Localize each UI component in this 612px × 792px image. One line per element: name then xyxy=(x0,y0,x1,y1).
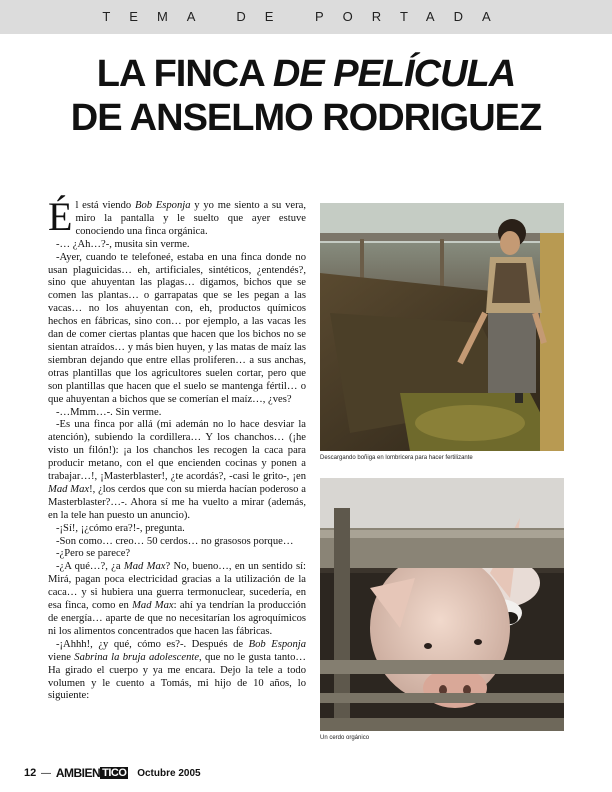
magazine-name-highlight: TICO xyxy=(102,767,127,779)
page-number: 12 xyxy=(24,767,37,779)
drop-cap: É xyxy=(48,194,73,239)
section-label: TEMA DE PORTADA xyxy=(102,9,510,24)
photo-organic-pig xyxy=(320,478,564,731)
issue-date: Octubre 2005 xyxy=(137,767,201,779)
page-footer xyxy=(24,766,201,782)
headline-line2: DE ANSELMO RODRIGUEZ xyxy=(70,97,542,139)
headline-line1-italic: DE PELÍCULA xyxy=(272,53,516,95)
paragraph-8: -¿Pero se parece? xyxy=(56,548,131,560)
paragraph-3: -Ayer, cuando te telefoneé, estaba en una finca donde no usan plaguicidas… eh, artificiales, sintéticos, ¿entendés?, sino que ahuyentan las plagas… digamos, bichos que se comen las plantas… o garrapatas que se les pegan a las vacas… no los ahuyentan con, eh, productos químicos hechos en fábricas, sino con… por ejemplo, a las vacas les dan de comer ciertas plantas que hacen que los bichos no se sientan atraídos… y más bien huyen, y las matas de maíz las siembran dejando que entre ellas proliferen… a sus anchas, otras plantillas que los agricultores suelen cortar, pero que son plantillas que hacen que el suelo se mantenga fértil… o que ahuyentan a bichos que se comerían el maíz…, ¿ves? xyxy=(48,251,306,405)
paragraph-1: Él está viendo Bob Esponja y yo me siento a su vera, miro la pantalla y le suelto que ayer estuve conociendo una finca orgánica. xyxy=(48,194,306,239)
paragraph-9: -¿A qué…?, ¿a Mad Max? No, bueno…, en un sentido sí: Mirá, pagan poca electricidad gracias a la utilización de la caca… y si hubiera una guerra termonuclear, sucedería, en esa finca, como en Mad Max: ahí ya tendrían la producción de energía… aparte de que no necesitarían los agroquímicos ni los alimentos concentrados que hacen las fábricas. xyxy=(48,561,307,637)
paragraph-7: -Son como… creo… 50 cerdos… no grasosos porque… xyxy=(56,535,294,547)
magazine-name: AMBIEN xyxy=(55,766,101,780)
article-headline xyxy=(20,52,592,140)
photo1-caption: Descargando boñiga en lombricera para hacer fertilizante xyxy=(320,455,473,461)
footer-dash: — xyxy=(41,767,52,779)
paragraph-4: -…Mmm…-. Sin verme. xyxy=(56,406,162,418)
photo2-caption: Un cerdo orgánico xyxy=(320,735,370,741)
photo-compost-worker xyxy=(320,203,564,451)
headline-line1-start: LA FINCA xyxy=(96,53,273,95)
article-body xyxy=(48,194,307,703)
paragraph-6: -¡Sí!, ¡¿cómo era?!-, pregunta. xyxy=(56,522,185,534)
section-header-bar xyxy=(0,0,612,34)
paragraph-10: -¡Ahhh!, ¿y qué, cómo es?-. Después de Bob Esponja viene Sabrina la bruja adolescente, que no le gusta tanto… Ha girado el cuerpo y ya me encara. Dejo la tele a todo volumen y le cuento a Tomás, mi hijo de 10 años, lo siguiente: xyxy=(48,638,306,702)
paragraph-2: -… ¿Ah…?-, musita sin verme. xyxy=(56,238,190,250)
paragraph-5: -Es una finca por allá (mi ademán no lo hace desviar la atención), subiendo la cordillera… Y los chanchos… (¡he visto un filón!): ¡a los chanchos les recogen la caca para producir metano, con el que encienden cocinas y ponen a trabajar…!, ¡Masterblaster!, ¿te acordás?, -casi le grito-, ¡en Mad Max!, ¿los cerdos que con su mierda hacían poderoso a Masterblaster?…-. Ahora sí me ha vuelto a mirar (además, en la tele han puesto un anuncio). xyxy=(48,419,306,521)
